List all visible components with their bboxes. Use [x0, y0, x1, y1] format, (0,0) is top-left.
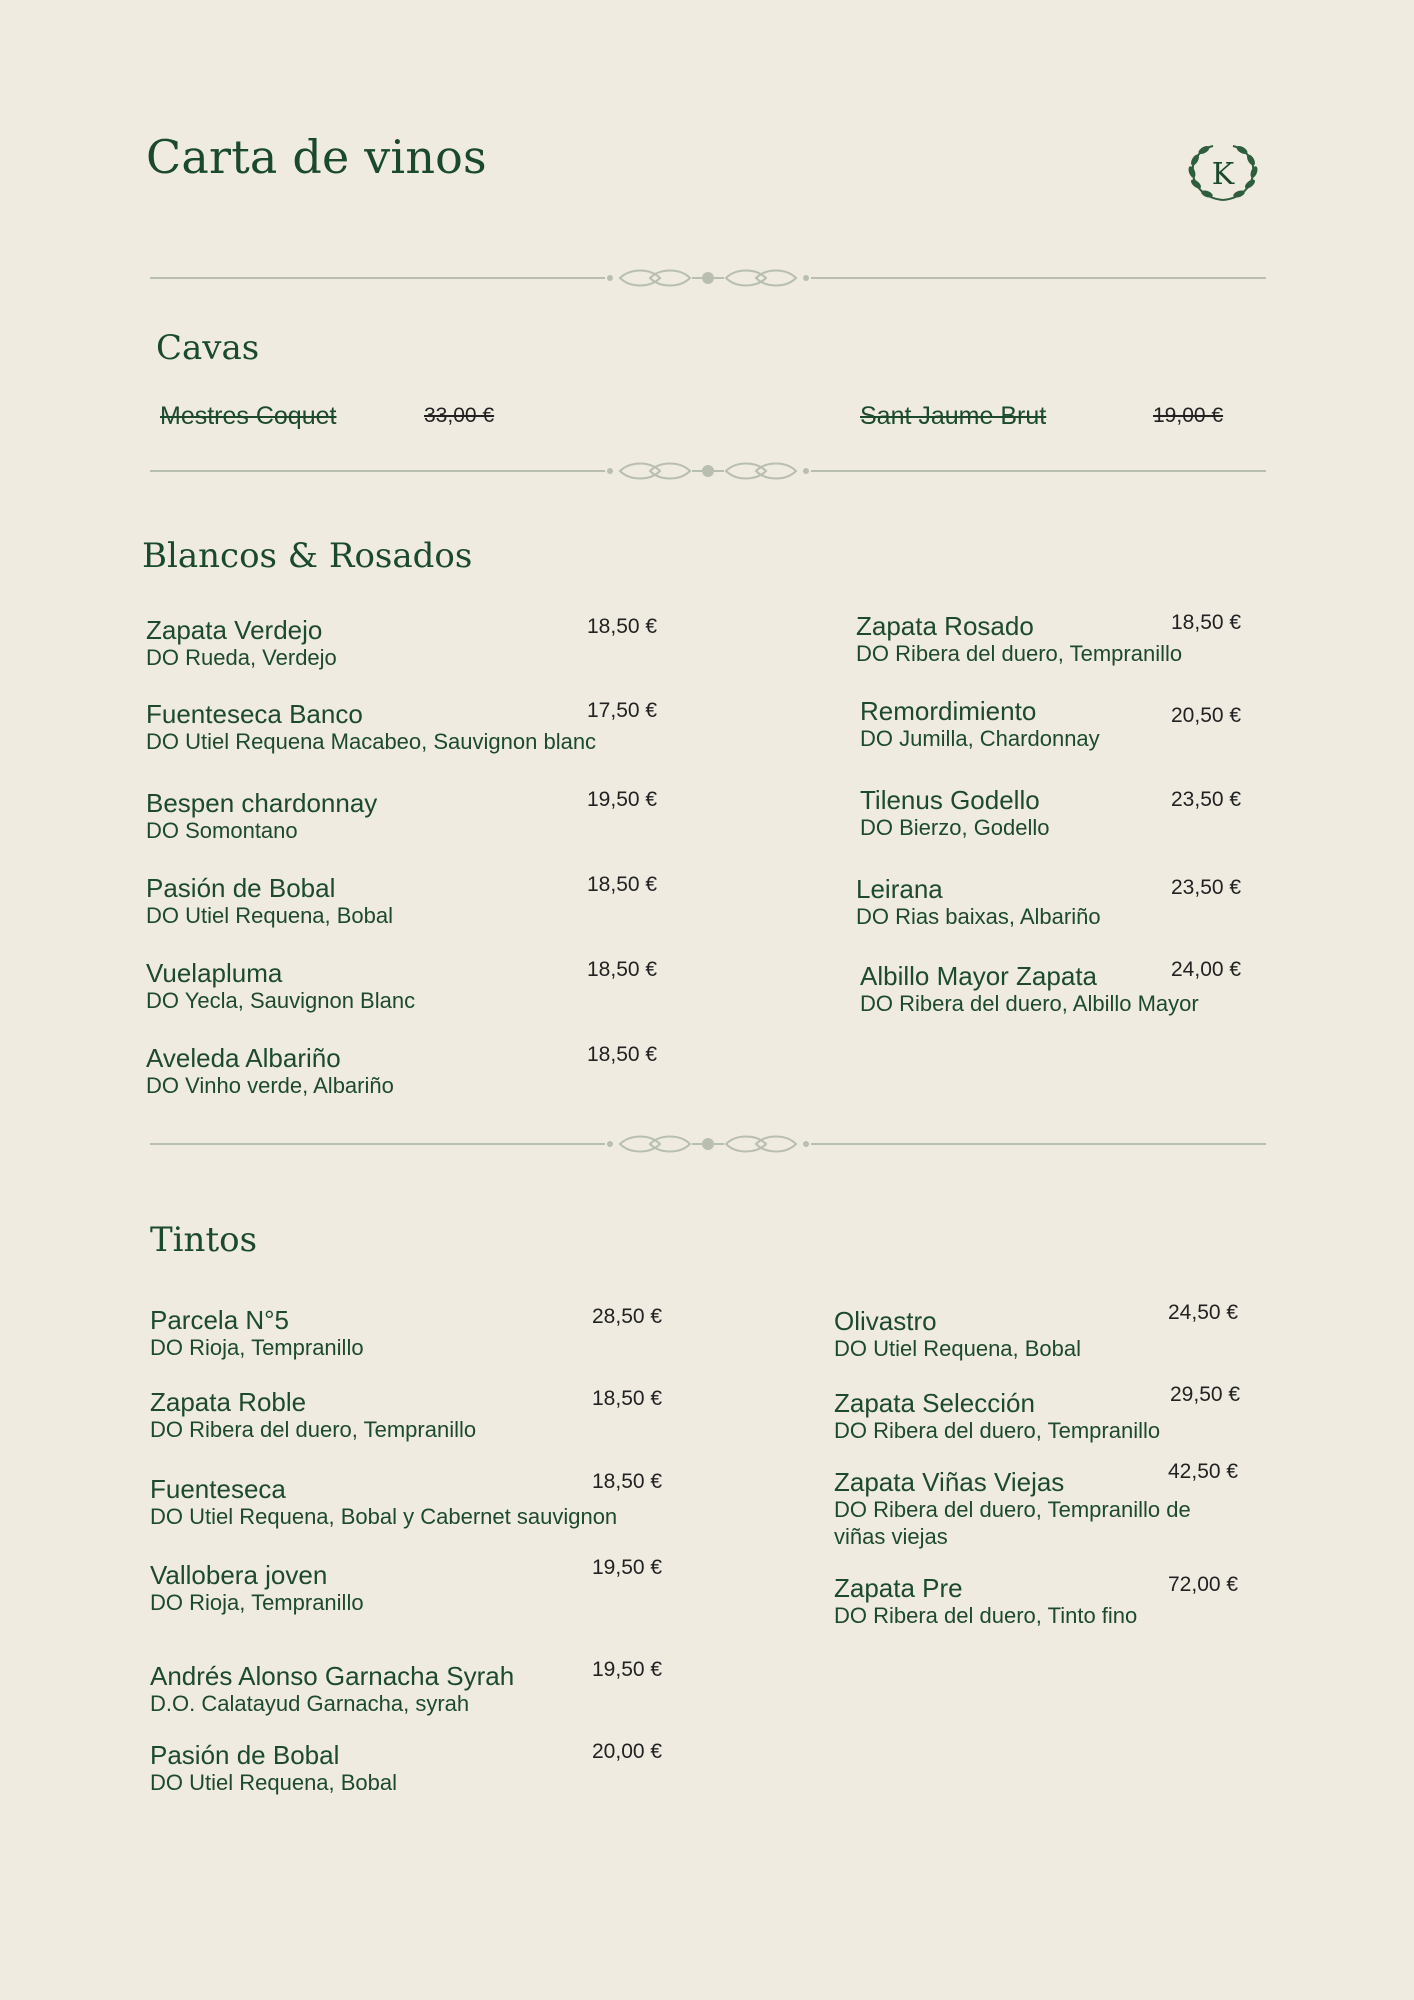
- wine-origin: DO Utiel Requena Macabeo, Sauvignon blanc: [146, 729, 597, 754]
- wine-origin: DO Vinho verde, Albariño: [146, 1073, 394, 1098]
- wine-price: 18,50 €: [592, 1387, 663, 1410]
- wine-price: 18,50 €: [592, 1470, 663, 1493]
- section-title-tintos: Tintos: [150, 1220, 258, 1260]
- wine-name: Pasión de Bobal: [146, 873, 336, 903]
- wine-origin: DO Somontano: [146, 818, 298, 843]
- page-title: Carta de vinos: [146, 130, 487, 184]
- wine-name: Bespen chardonnay: [146, 788, 378, 818]
- cava-price-1: 33,00 €: [424, 404, 495, 427]
- wine-name: Pasión de Bobal: [150, 1740, 340, 1770]
- wine-price: 20,00 €: [592, 1740, 663, 1763]
- wine-origin: DO Utiel Requena, Bobal: [150, 1770, 398, 1795]
- wine-name: Zapata Selección: [834, 1388, 1035, 1418]
- wine-name: Fuenteseca: [150, 1474, 286, 1504]
- wine-origin: DO Jumilla, Chardonnay: [860, 726, 1100, 751]
- wine-price: 24,50 €: [1168, 1301, 1239, 1324]
- wine-price: 42,50 €: [1168, 1460, 1239, 1483]
- wine-origin: DO Ribera del duero, Tempranillo: [834, 1418, 1161, 1443]
- wine-price: 23,50 €: [1171, 788, 1242, 811]
- wine-origin: D.O. Calatayud Garnacha, syrah: [150, 1691, 470, 1716]
- wine-origin-continued: viñas viejas: [834, 1524, 948, 1549]
- cava-price-2: 19,00 €: [1153, 404, 1224, 427]
- wine-origin: DO Ribera del duero, Tempranillo: [856, 641, 1183, 666]
- wine-name: Vuelapluma: [146, 958, 283, 988]
- wine-price: 18,50 €: [1171, 611, 1242, 634]
- wine-price: 19,50 €: [587, 788, 658, 811]
- wine-price: 18,50 €: [587, 1043, 658, 1066]
- ornamental-divider: [150, 265, 1266, 291]
- wine-name: Fuenteseca Banco: [146, 699, 363, 729]
- wine-name: Remordimiento: [860, 696, 1037, 726]
- wine-name: Leirana: [856, 874, 943, 904]
- wine-name: Zapata Roble: [150, 1387, 307, 1417]
- wine-origin: DO Rias baixas, Albariño: [856, 904, 1101, 929]
- logo-letter: K: [1211, 157, 1235, 192]
- ornamental-divider: [150, 1131, 1266, 1157]
- wine-origin: DO Ribera del duero, Tempranillo de: [834, 1497, 1191, 1522]
- wine-origin: DO Utiel Requena, Bobal: [834, 1336, 1082, 1361]
- wine-price: 23,50 €: [1171, 876, 1242, 899]
- wine-origin: DO Bierzo, Godello: [860, 815, 1050, 840]
- wine-price: 18,50 €: [587, 873, 658, 896]
- wine-origin: DO Rioja, Tempranillo: [150, 1590, 364, 1615]
- wine-price: 18,50 €: [587, 615, 658, 638]
- wine-price: 24,00 €: [1171, 958, 1242, 981]
- cava-name-1: Mestres Coquet: [160, 402, 337, 430]
- wine-price: 72,00 €: [1168, 1573, 1239, 1596]
- wine-name: Andrés Alonso Garnacha Syrah: [150, 1661, 515, 1691]
- wine-origin: DO Ribera del duero, Tempranillo: [150, 1417, 477, 1442]
- section-title-blancos: Blancos & Rosados: [142, 536, 473, 576]
- wine-origin: DO Ribera del duero, Albillo Mayor: [860, 991, 1199, 1016]
- wine-origin: DO Yecla, Sauvignon Blanc: [146, 988, 416, 1013]
- wine-price: 19,50 €: [592, 1658, 663, 1681]
- wine-name: Olivastro: [834, 1306, 937, 1336]
- wine-price: 28,50 €: [592, 1305, 663, 1328]
- wine-name: Aveleda Albariño: [146, 1043, 341, 1073]
- wine-name: Zapata Viñas Viejas: [834, 1467, 1065, 1497]
- wine-name: Zapata Rosado: [856, 611, 1034, 641]
- wine-origin: DO Utiel Requena, Bobal y Cabernet sauvignon: [150, 1504, 618, 1529]
- wine-name: Zapata Pre: [834, 1573, 963, 1603]
- wine-price: 18,50 €: [587, 958, 658, 981]
- wine-price: 17,50 €: [587, 699, 658, 722]
- wine-origin: DO Rioja, Tempranillo: [150, 1335, 364, 1360]
- section-title-cavas: Cavas: [156, 328, 260, 368]
- wine-name: Zapata Verdejo: [146, 615, 323, 645]
- wine-origin: DO Ribera del duero, Tinto fino: [834, 1603, 1138, 1628]
- wine-origin: DO Rueda, Verdejo: [146, 645, 337, 670]
- wine-origin: DO Utiel Requena, Bobal: [146, 903, 394, 928]
- wine-name: Vallobera joven: [150, 1560, 328, 1590]
- laurel-wreath-logo-icon: [1183, 138, 1263, 208]
- wine-price: 29,50 €: [1170, 1383, 1241, 1406]
- cava-name-2: Sant Jaume Brut: [860, 402, 1047, 430]
- wine-price: 20,50 €: [1171, 704, 1242, 727]
- ornamental-divider: [150, 458, 1266, 484]
- wine-name: Parcela N°5: [150, 1305, 290, 1335]
- wine-name: Tilenus Godello: [860, 785, 1040, 815]
- wine-name: Albillo Mayor Zapata: [860, 961, 1097, 991]
- wine-price: 19,50 €: [592, 1556, 663, 1579]
